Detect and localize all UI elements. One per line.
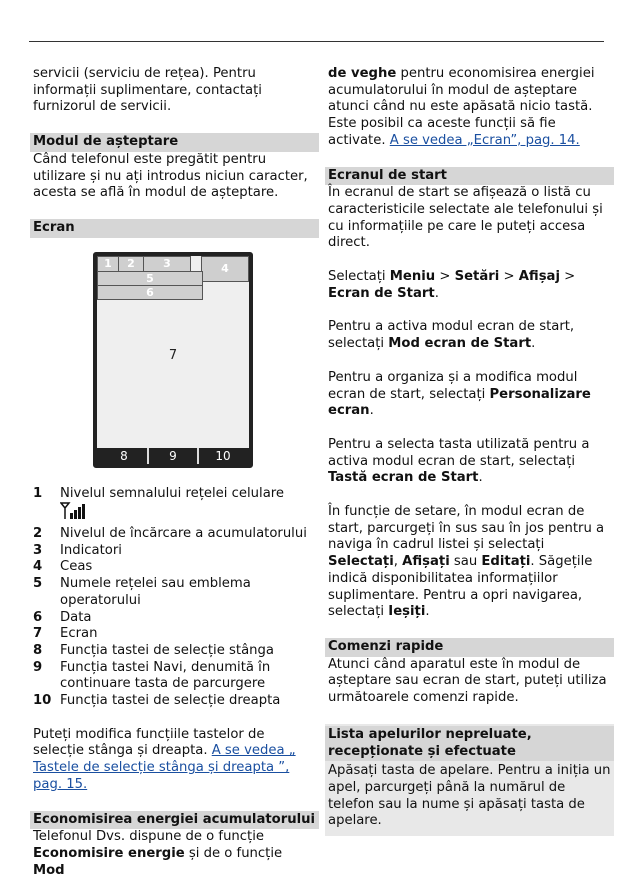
list-item: 9 Funcția tastei Navi, denumită în continuare tasta de parcurgere [33, 659, 271, 692]
modify-paragraph: Puteți modifica funcțiile tastelor de selecție stânga și dreapta. A se vedea „ Tastele de selecție stânga și dreapta ”, pag. 15. [33, 726, 296, 792]
navigation-paragraph: În funcție de setare, în modul ecran de start, parcurgeți în sus sau în jos pentru a naviga în cadrul listei și selectați Selectați, Afișați sau Editați. Săgețile indică disponibilitatea informațiilor suplimentare. Pentru a opri navigarea, selectați Ieșiți. [328, 504, 605, 620]
home-screen-paragraph: În ecranul de start se afișează o listă cu caracteristicile selectate ale telefonului și cu informațiile pe care le puteți accesa direct. [328, 185, 603, 251]
call-log-paragraph: Apăsați tasta de apelare. Pentru a iniția un apel, parcurgeți până la numărul de telefon sau la nume și apăsați tasta de apelare. [328, 763, 611, 829]
left-column [33, 66, 316, 879]
standby-heading: Modul de așteptare [30, 133, 319, 152]
list-item: 2 Nivelul de încărcare a acumulatorului [33, 526, 307, 542]
list-item: 3 Indicatori [33, 542, 122, 558]
power-saving-heading: Economisirea energiei acumulatorului [30, 811, 319, 830]
softkey-divider [197, 448, 199, 464]
shortcuts-heading: Comenzi rapide [325, 638, 614, 657]
sleep-mode-paragraph: de veghe pentru economisirea energiei acumulatorului în modul de așteptare atunci când nu este apăsată nicio tastă. Este posibil ca aceste funcții să fie activate. A se vedea „Ecran”, pag. 14. [328, 66, 595, 148]
softkey-divider [147, 448, 149, 464]
list-item: 5 Numele rețelei sau emblema operatorului [33, 576, 251, 608]
diagram-label-9: 9 [169, 448, 177, 463]
list-item: 4 Ceas [33, 559, 93, 575]
diagram-label-10: 10 [215, 448, 231, 463]
diagram-label-5: 5 [97, 271, 203, 286]
standby-paragraph: Când telefonul este pregătit pentru utilizare și nu ați introdus niciun caracter, acesta se află în modul de așteptare. [33, 151, 308, 201]
list-item: 1 Nivelul semnalului rețelei celulare [33, 486, 316, 526]
power-saving-paragraph: Telefonul Dvs. dispune de o funcție Economisire energie și de o funcție Mod [33, 829, 283, 878]
home-screen-heading: Ecranul de start [325, 167, 614, 186]
screen-diagram [93, 252, 253, 468]
diagram-label-1: 1 [97, 256, 119, 272]
diagram-label-2: 2 [118, 256, 144, 272]
diagram-label-6: 6 [97, 285, 203, 300]
shortcuts-paragraph: Atunci când aparatul este în modul de așteptare sau ecran de start, puteți utiliza următoarele comenzi rapide. [328, 656, 607, 706]
right-column [328, 66, 611, 836]
signal-strength-icon [60, 502, 88, 520]
list-item: 8 Funcția tastei de selecție stânga [33, 642, 274, 658]
organize-paragraph: Pentru a organiza și a modifica modul ecran de start, selectați Personalizare ecran. [328, 369, 591, 419]
list-item: 10 Funcția tastei de selecție dreapta [33, 693, 281, 709]
diagram-label-8: 8 [120, 448, 128, 463]
list-item: 6 Data [33, 609, 92, 625]
screen-heading: Ecran [30, 219, 319, 238]
call-log-box [325, 724, 614, 836]
activate-paragraph: Pentru a activa modul ecran de start, selectați Mod ecran de Start. [328, 319, 575, 352]
call-log-heading: Lista apelurilor nepreluate, recepționate și efectuate [325, 726, 614, 761]
diagram-label-7: 7 [168, 347, 178, 363]
legend-list [33, 486, 316, 710]
diagram-label-4: 4 [201, 256, 249, 282]
diagram-label-3: 3 [143, 256, 191, 272]
top-rule [29, 41, 604, 42]
home-key-paragraph: Pentru a selecta tasta utilizată pentru a activa modul ecran de start, selectați Tastă ecran de Start. [328, 436, 590, 486]
list-item: 7 Ecran [33, 626, 98, 642]
menu-path-paragraph: Selectați Meniu > Setări > Afișaj > Ecran de Start. [328, 269, 576, 301]
intro-paragraph: servicii (serviciu de rețea). Pentru informații suplimentare, contactați furnizorul de servicii. [33, 66, 262, 115]
screen-page-link[interactable]: A se vedea „Ecran”, pag. 14. [389, 132, 580, 148]
softkeys-page-link[interactable]: A se vedea „ Tastele de selecție stânga și dreapta ”, pag. 15. [33, 743, 296, 792]
